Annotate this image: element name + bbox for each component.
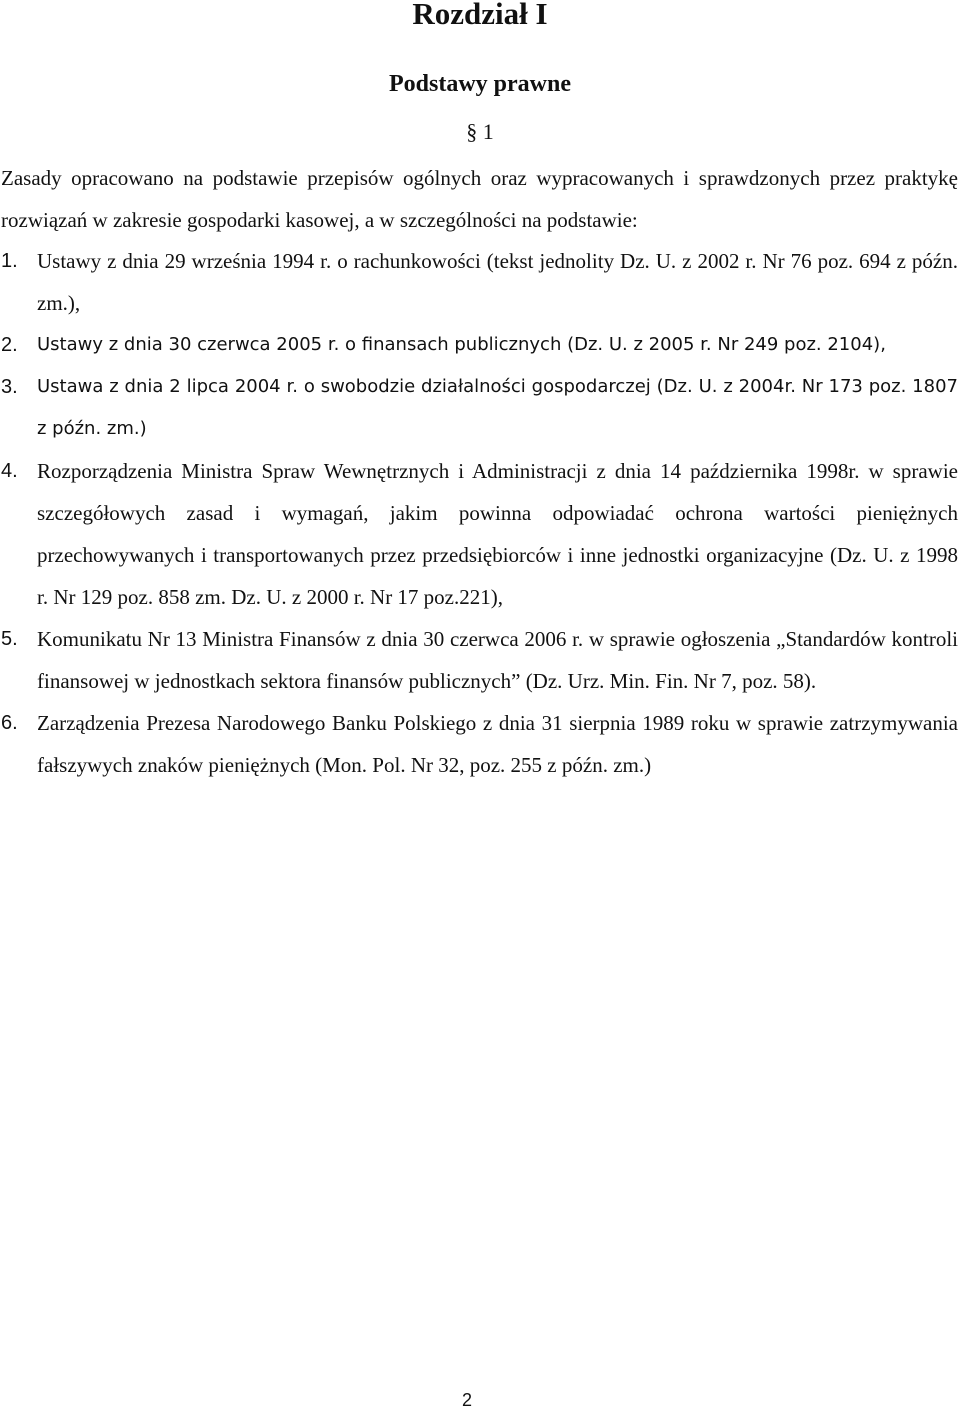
list-item-number: 4. (1, 460, 18, 482)
list-item-number: 6. (1, 712, 18, 734)
page-number: 2 (461, 1390, 472, 1410)
list-item (0, 324, 958, 366)
list-item-text: Ustawy z dnia 29 września 1994 r. o rachunkowości (tekst jednolity Dz. U. z 2002 r. Nr 76 poz. 694 z późn. zm.), (37, 249, 958, 315)
section-title: Podstawy prawne (388, 71, 571, 97)
paragraph-mark: § 1 (466, 119, 494, 144)
list-item-text: Zarządzenia Prezesa Narodowego Banku Polskiego z dnia 31 sierpnia 1989 roku w sprawie zatrzymywania fałszywych znaków pieniężnych (Mon. Pol. Nr 32, poz. 255 z późn. zm.) (37, 711, 958, 777)
list-item-number: 1. (1, 250, 18, 272)
intro-paragraph: Zasady opracowano na podstawie przepisów ogólnych oraz wypracowanych i sprawdzonych przez praktykę rozwiązań w zakresie gospodarki kasowej, a w szczególności na podstawie: (1, 166, 958, 232)
list-item (0, 240, 958, 324)
legal-basis-list (0, 240, 958, 786)
list-item-number: 2. (1, 334, 18, 356)
chapter-title: Rozdział I (412, 0, 548, 31)
list-item-text: Rozporządzenia Ministra Spraw Wewnętrznych i Administracji z dnia 14 października 1998r. w sprawie szczegółowych zasad i wymagań, jakim powinna odpowiadać ochrona wartości pieniężnych przechowywanych i transportowanych przez przedsiębiorców i inne jednostki organizacyjne (Dz. U. z 1998 r. Nr 129 poz. 858 zm. Dz. U. z 2000 r. Nr 17 poz.221), (37, 459, 958, 609)
list-item (0, 450, 958, 618)
list-item (0, 366, 958, 450)
list-item-number: 3. (1, 376, 18, 398)
list-item (0, 702, 958, 786)
list-item-number: 5. (1, 628, 18, 650)
list-item-text: Ustawy z dnia 30 czerwca 2005 r. o finansach publicznych (Dz. U. z 2005 r. Nr 249 poz. 2104), (37, 334, 886, 355)
list-item-text: Komunikatu Nr 13 Ministra Finansów z dnia 30 czerwca 2006 r. w sprawie ogłoszenia „Standardów kontroli finansowej w jednostkach sektora finansów publicznych” (Dz. Urz. Min. Fin. Nr 7, poz. 58). (37, 627, 958, 693)
list-item (0, 618, 958, 702)
list-item-text: Ustawa z dnia 2 lipca 2004 r. o swobodzie działalności gospodarczej (Dz. U. z 2004r. Nr 173 poz. 1807 z późn. zm.) (37, 376, 958, 439)
